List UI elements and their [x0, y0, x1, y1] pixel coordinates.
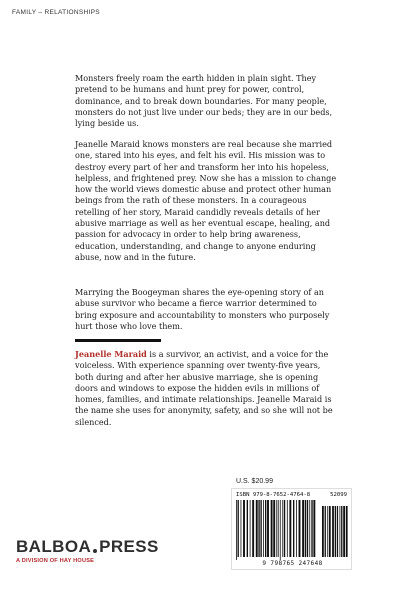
- category-label: FAMILY – RELATIONSHIPS: [12, 9, 100, 16]
- logo-dot-icon: [93, 549, 97, 553]
- publisher-name-part-1: BALBOA: [16, 537, 92, 556]
- barcode: [231, 488, 352, 570]
- author-name: Jeanelle Maraid: [75, 349, 147, 359]
- blurb-paragraph-1: Monsters freely roam the earth hidden in plain sight. They pretend to be humans and hunt prey for power, control, dominance, and to break down boundaries. For many people, monsters do not just live under our beds; they are in our beds, lying beside us.: [75, 73, 333, 129]
- blurb-paragraph-3: Marrying the Boogeyman shares the eye-opening story of an abuse survivor who became a fierce warrior determined to bring exposure and accountability to monsters who purposely hurt those who love them.: [75, 287, 330, 331]
- publisher-logo: [16, 537, 159, 564]
- author-bio: [75, 349, 337, 428]
- publisher-tagline: A DIVISION OF HAY HOUSE: [16, 558, 95, 564]
- publisher-name-part-2: PRESS: [99, 537, 159, 556]
- author-bio-text: is a survivor, an activist, and a voice for the voiceless. With experience spanning over twenty-five years, both during and after her abusive marriage, she is opening doors and windows to expose the hidden evils in millions of homes, families, and intimate relationships. Jeanelle Maraid is the name she uses for anonymity, safety, and so she will not be silenced.: [75, 349, 333, 427]
- price-label: U.S. $20.99: [236, 478, 273, 485]
- blurb-paragraph-2: Jeanelle Maraid knows monsters are real because she married one, stared into his eyes, and felt his evil. His mission was to destroy every part of her and transform her into his hopeless, helpless, and frightened prey. Now she has a mission to change how the world views domestic abuse and protect other human beings from the rath of these monsters. In a courageous retelling of her story, Maraid candidly reveals details of her abusive marriage as well as her eventual escape, healing, and passion for advocacy in order to help bring awareness, education, understanding, and change to anyone enduring abuse, now and in the future.: [75, 139, 337, 262]
- isbn-text: ISBN 979-8-7652-4764-8: [236, 492, 311, 498]
- section-divider: [75, 339, 161, 342]
- ean-digits: 9 798765 247648: [262, 560, 323, 567]
- price-addon-code: 52099: [330, 492, 347, 498]
- barcode-bars-graphic: [236, 500, 349, 560]
